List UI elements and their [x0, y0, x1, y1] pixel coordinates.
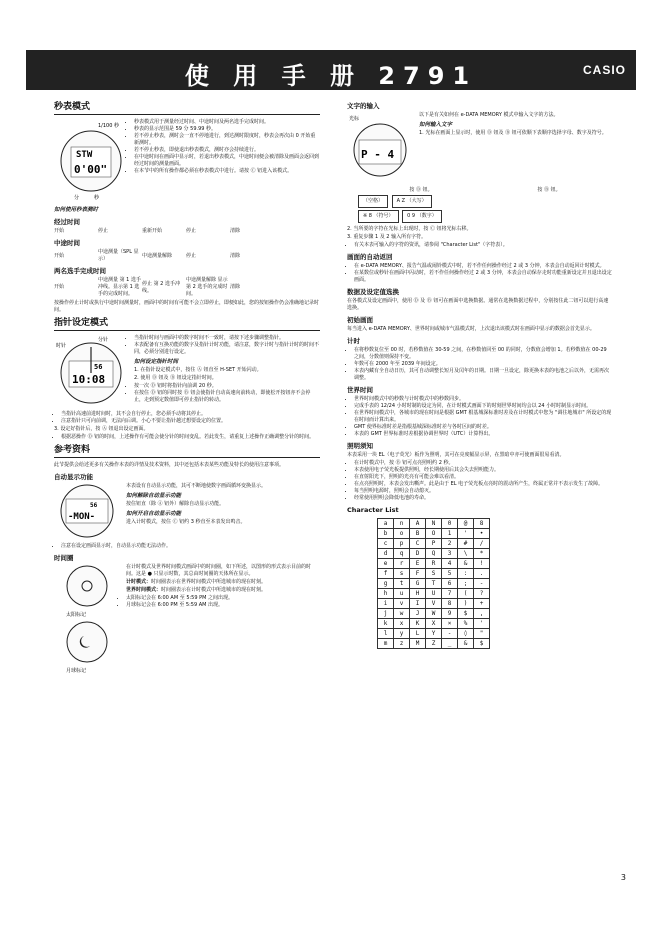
reference-heading: 参考资料	[54, 445, 320, 458]
list-item: • 若不停止秒表，测时会一直不停地进行，到达测时限度时，秒表会再次由 0 开始重新测时。	[61, 133, 320, 147]
table-cell: &	[458, 559, 474, 569]
auto-title: 自动显示功能	[54, 473, 93, 481]
table-cell: w	[394, 609, 410, 619]
two-finish-flow	[54, 277, 320, 298]
stopwatch-note: 按操作停止计时或执行中途时间测量时，画面中的时间有可能不会立即停止，即便如此，您的按钮操作仍会准确地记录时间。	[54, 300, 320, 313]
table-cell: e	[378, 559, 394, 569]
pointer-display-top: 56	[94, 363, 103, 371]
input-note	[347, 242, 613, 249]
table-cell: (	[458, 589, 474, 599]
list-item: • 在世界时间模式中，各城市的现在时间是根据 GMT 根基城深标准时差及在计时模式中您为 "调往地城市" 所设定的现在时间而计算出来。	[354, 410, 613, 424]
table-cell: B	[410, 529, 426, 539]
table-cell: 5	[442, 569, 458, 579]
table-cell: P	[426, 539, 442, 549]
table-cell: -	[442, 629, 458, 639]
list-item: • 本表使用电子荧光板提供照明，经长期使用后其会失去照明能力。	[354, 467, 613, 474]
auto-return-title: 画面的自动返回	[347, 253, 393, 261]
auto-howto: 如何解除自动显示功能	[126, 493, 182, 499]
stopwatch-heading: 秒表模式	[54, 102, 320, 115]
table-cell: S	[426, 569, 442, 579]
table-cell: c	[378, 539, 394, 549]
list-item: • 注意在设定画面显示时，自动显示功能无法动作。	[61, 543, 320, 550]
list-item: • 在点亮照明时，本表会发出嘶声。此是由于 EL 电子荧光板点亮时的震动所产生，终属正常并不表示发生了故障。	[354, 481, 613, 488]
table-cell: Z	[426, 639, 442, 649]
table-row	[378, 519, 490, 529]
char-cycle-diagram	[357, 187, 613, 224]
manual-page	[26, 50, 636, 892]
pointer-display-main: 10:08	[72, 373, 106, 386]
time-ring-figure	[54, 564, 120, 677]
flow-step: 停止	[186, 228, 197, 234]
list-item: • GMT 使界标准时差是指根基城深标准时差与各时区间的时差。	[354, 424, 613, 431]
pointer-howto: 如何设定指针时间	[134, 359, 179, 365]
flow-step: 停止 第 2 选手冲线。	[142, 280, 180, 294]
table-cell: m	[378, 639, 394, 649]
list-item: • 根据恶操作 Ⓓ 钮的时间，上述操作有可能会使分针的时间变乱。若此发生，请重复上述操作正确调整分针的时间。	[61, 434, 320, 441]
table-cell: •	[474, 529, 490, 539]
elapsed-flow	[54, 228, 320, 235]
input-step1: 1. 光标在画面上显示时，使用 Ⓓ 钮及 Ⓑ 钮可依顺下表顺序选择字母、数字及符号。	[419, 130, 607, 136]
charlist-title: Character List	[347, 506, 399, 514]
auto-text: 本表设有自动显示功能，其可不断地使数字画面循环变换显示。	[126, 483, 267, 489]
table-cell: 1	[442, 529, 458, 539]
cycle-box-digits: 0 9 （数字）	[402, 210, 442, 223]
table-cell: /	[474, 539, 490, 549]
table-cell: s	[394, 569, 410, 579]
table-cell: E	[410, 559, 426, 569]
table-cell: H	[410, 589, 426, 599]
input-step3: 3. 重复步骤 1 及 2 输入所有字符。	[347, 234, 427, 240]
table-row	[378, 569, 490, 579]
list-item: • 月球标记会在 6:00 PM 至 5:59 AM 出现。	[61, 602, 320, 609]
table-cell: -	[474, 579, 490, 589]
auto-figure	[54, 483, 120, 542]
split-title: 中途时间	[54, 239, 80, 247]
table-cell: K	[410, 619, 426, 629]
table-cell: b	[378, 529, 394, 539]
table-cell: o	[394, 529, 410, 539]
initial-text: 每当进入 e-DATA MEMORY、世界时间或城市气温模式时，上次退出该模式时在画面中显示的数据会首先显示。	[347, 326, 595, 332]
table-cell: @	[458, 519, 474, 529]
table-cell: n	[394, 519, 410, 529]
list-item: • 本表的 GMT 世界标准时差根据协调世界时（UTC）计算得出。	[354, 431, 613, 438]
stopwatch-label-1-100: 1/100 秒	[98, 123, 119, 129]
table-cell: \	[458, 549, 474, 559]
press-d-label: 按 Ⓓ 钮。	[409, 187, 433, 193]
moon-label: 月球标记	[66, 668, 87, 674]
sun-label: 太阳标记	[66, 612, 87, 618]
brand-logo: CASIO	[582, 63, 626, 77]
list-item: • 在某数位或秒针在画面中闪动时，若不作任何操作经过 2 或 3 分钟，本表会自动保存走时功能重新设定并且退出设定画面。	[354, 270, 613, 284]
flow-step: 开始	[54, 252, 65, 259]
list-item: • 有关本表可输入的字符的资讯，请参阅 "Character List"（字符表）。	[354, 242, 613, 249]
input-heading: 文字的输入	[347, 102, 380, 110]
table-cell: A	[410, 519, 426, 529]
table-cell: N	[426, 519, 442, 529]
list-item: • 在 e-DATA MEMORY、报告气温或闹铃模式中时，若不作任何操作经过 2 或 3 分钟，本表会自动返回计时模式。	[354, 263, 613, 270]
table-cell: 6	[442, 579, 458, 589]
table-cell: Q	[426, 549, 442, 559]
list-item: • 当指针高速前进时间时，其不会自行停止，您必须手动将其停止。	[61, 411, 320, 418]
flow-step: 中途测量（SPL 显示）	[98, 249, 139, 262]
scroll-title: 数据及设定值选换	[347, 288, 399, 296]
table-cell: "	[474, 629, 490, 639]
pointer-label-min: 分针	[98, 337, 109, 343]
table-cell: 8	[474, 519, 490, 529]
stopwatch-label-sec: 秒	[94, 195, 100, 201]
elapsed-title: 经过时间	[54, 218, 80, 226]
list-item: • 在中途时间在画面中显示时，若退出秒表模式，中途时间便会被清除及画面会返回到经过时间的测量画面。	[61, 154, 320, 168]
list-item: • 年数可在 2000 年至 2039 年间设定。	[354, 361, 613, 368]
table-cell: 9	[442, 609, 458, 619]
table-cell: ?	[474, 589, 490, 599]
time-mode-b-label: 世界时间模式：	[126, 587, 162, 593]
table-cell: U	[426, 589, 442, 599]
table-cell: &	[458, 639, 474, 649]
pointer-heading: 指针设定模式	[54, 318, 320, 331]
table-cell: %	[458, 619, 474, 629]
table-cell: f	[378, 569, 394, 579]
table-row	[378, 609, 490, 619]
table-cell: l	[378, 629, 394, 639]
time-mode-a-label: 计时模式：	[126, 579, 152, 585]
list-item: • 太阳标记会在 6:00 AM 至 5:59 PM 之间出现。	[61, 595, 320, 602]
auto-howto-text: 按住钮直（除 Ⓐ 钮外）解除自动显示功能。	[126, 501, 225, 507]
table-row	[378, 559, 490, 569]
table-cell: W	[426, 609, 442, 619]
list-item: • 若不停止秒表，即使退出秒表模式，测时亦会持续进行。	[61, 147, 320, 154]
table-cell: 8	[442, 599, 458, 609]
list-item: • 在直射阳光下，照明的光亮有可能会难以看清。	[354, 474, 613, 481]
table-row	[378, 619, 490, 629]
list-item: • 秒表模式用于测量经过时间、中途时间及两名选手完成时间。	[61, 119, 320, 126]
pointer-figure	[54, 335, 128, 410]
flow-step: 开始	[54, 228, 65, 234]
table-cell: z	[394, 639, 410, 649]
list-item: • 世界时间模式中的秒数与计时模式中的秒数同步。	[354, 396, 613, 403]
table-cell: .	[474, 569, 490, 579]
table-cell: ×	[442, 619, 458, 629]
table-cell: p	[394, 539, 410, 549]
page-title: 使 用 手 册 2791	[184, 62, 478, 90]
table-cell: !	[474, 559, 490, 569]
two-finish-title: 两名选手完成时间	[54, 267, 106, 275]
list-item: • 本表内藏有全自动日历，其可自动调整长短月及闰年的日期。日期一旦设定，除更换本表的电池之后以外，无需再次调整。	[354, 368, 613, 382]
input-intro: 以下是有关如何在 e-DATA MEMORY 模式中输入文字的方法。	[419, 112, 559, 118]
input-watch-icon	[347, 112, 413, 182]
page-header	[26, 50, 636, 90]
initial-title: 初始画面	[347, 316, 373, 324]
cycle-box-space: （空格）	[358, 195, 388, 208]
auto-enable: 如何开启自动显示功能	[126, 511, 182, 517]
table-cell: '	[474, 619, 490, 629]
table-row	[378, 539, 490, 549]
table-cell: g	[378, 579, 394, 589]
table-cell: h	[378, 589, 394, 599]
stopwatch-watch-icon	[54, 119, 128, 201]
table-cell: 0	[442, 519, 458, 529]
flow-step: 清除	[230, 284, 241, 290]
flow-step: 中途测量解除	[142, 252, 173, 259]
table-cell: _	[442, 639, 458, 649]
light-intro: 本表采用一块 EL（电子荧光）板作为照明，其可在亮度幅显示屏，在黑暗中亦可使画面很易看清。	[347, 452, 565, 458]
list-item: • 秒表的显示范围是 59 分 59.99 秒。	[61, 126, 320, 133]
table-cell: $	[474, 639, 490, 649]
auto-note	[54, 543, 320, 550]
list-item: • 每当照明电源时，照明会自动熄灭。	[354, 488, 613, 495]
pointer-step: 2. 使用 Ⓓ 钮及 Ⓑ 钮设定指针时间。	[134, 375, 217, 381]
flow-step: 清除	[230, 228, 241, 234]
pointer-step: 1. 在指针设定模式中，按住 Ⓐ 钮直至 H-SET 开始闪动。	[134, 367, 262, 373]
table-cell: O	[426, 529, 442, 539]
flow-step: 中途测量解除 显示第 2 选手的完成时间。	[186, 277, 228, 297]
auto-display-top: 56	[90, 502, 98, 509]
timekeeping-list	[347, 347, 613, 382]
table-cell: Y	[426, 629, 442, 639]
table-row	[378, 589, 490, 599]
table-cell: G	[410, 579, 426, 589]
table-cell: v	[394, 599, 410, 609]
input-display-main: P - 4	[361, 148, 395, 161]
stopwatch-figure	[54, 119, 128, 204]
flow-step: 停止	[186, 252, 197, 259]
flow-step: 清除	[230, 252, 241, 259]
list-item: • 注意指针只可向前调，无法向后调。小心不要让指针越过想要设定的位置。	[61, 418, 320, 425]
table-row	[378, 579, 490, 589]
table-cell: I	[410, 599, 426, 609]
list-item: • 在本节中的所有操作都必须在秒表模式中进行。请按 Ⓒ 钮进入该模式。	[61, 168, 320, 175]
table-cell: T	[426, 579, 442, 589]
table-cell: *	[474, 549, 490, 559]
time-ring-title: 时间圈	[54, 554, 74, 562]
pointer-final	[54, 434, 320, 441]
list-item: • 按一次 Ⓓ 钮时将指针向前调 20 秒。	[61, 383, 320, 390]
time-ring-icon	[54, 564, 120, 674]
table-cell: V	[426, 599, 442, 609]
table-row	[378, 629, 490, 639]
input-howto: 如何输入文字	[419, 122, 453, 128]
table-cell: #	[458, 539, 474, 549]
table-cell: M	[410, 639, 426, 649]
cycle-box-upper: A Z （大写）	[392, 195, 432, 208]
stopwatch-howto: 如何使用秒表测时	[54, 207, 99, 213]
table-cell: q	[394, 549, 410, 559]
list-item: • 当指针时间与画面中的数字时间不一致时，请按下述步骤调整指针。	[61, 335, 320, 342]
table-cell: 7	[442, 589, 458, 599]
cursor-label: 光标	[349, 116, 360, 122]
table-cell: D	[410, 549, 426, 559]
table-cell: d	[378, 549, 394, 559]
cycle-box-symbols: ※ 8 （符号）	[358, 210, 399, 223]
table-cell: r	[394, 559, 410, 569]
auto-display-main: -MON-	[68, 512, 96, 522]
reference-intro: 此节提供会给述更多有关操作本表的详情及技术资料，其中还包括本表某些功能及特长的使用注意事项。	[54, 462, 285, 468]
list-item: • 经常使用照明会降低电池的寿命。	[354, 495, 613, 502]
table-cell: x	[394, 619, 410, 629]
scroll-text: 在各模式及设定画面中，使用 Ⓓ 及 Ⓑ 钮可在画面中选换数据。通常在选换数据过程中，分别按住此二钮可以进行高速选换。	[347, 298, 609, 311]
stopwatch-display-top: STW	[76, 150, 93, 160]
table-cell: 4	[442, 559, 458, 569]
table-cell: )	[458, 599, 474, 609]
left-column	[54, 98, 320, 677]
table-row	[378, 529, 490, 539]
table-row	[378, 599, 490, 609]
stopwatch-label-min: 分	[74, 195, 80, 201]
list-item: • 在将秒数复位至 00 时，若秒数值在 30-59 之间，在秒数值回至 00 的同时，分数值会增加 1。若秒数值在 00-29 之间，分数值则保持不变。	[354, 347, 613, 361]
auto-enable-text: 进入计时模式，按住 Ⓒ 钮约 3 秒直至本表发出鸣音。	[126, 519, 246, 525]
table-row	[378, 639, 490, 649]
table-cell: :	[458, 569, 474, 579]
table-cell: $	[458, 609, 474, 619]
light-list	[347, 460, 613, 502]
right-column	[347, 98, 613, 649]
table-cell: X	[426, 619, 442, 629]
table-cell: J	[410, 609, 426, 619]
table-cell: ,	[474, 609, 490, 619]
light-title: 照明须知	[347, 442, 373, 450]
pointer-notes	[54, 411, 320, 425]
page-number: 3	[620, 873, 626, 882]
table-cell: ;	[458, 579, 474, 589]
list-item: • 在计时模式中，按 Ⓑ 钮可点亮照明约 2 秒。	[354, 460, 613, 467]
flow-step: 开始	[54, 284, 65, 290]
time-mode-a-text: 时间圈表示在世界时间模式中所选城市的现在时刻。	[151, 579, 267, 585]
table-cell: 2	[442, 539, 458, 549]
press-b-label: 按 Ⓑ 钮。	[537, 187, 561, 193]
table-cell: R	[426, 559, 442, 569]
table-cell: C	[410, 539, 426, 549]
list-item: • 本表配备有互换功能的数字及指针计时功能，请注意，数字计时与指针计时的时间不同，必须分别进行设定。	[61, 342, 320, 356]
table-cell: +	[474, 599, 490, 609]
list-item: • 完成手表的 12/24 小时时制的设定为同，在计时模式画面下的时刻世界时间均会以 24 小时时制显示时间。	[354, 403, 613, 410]
input-step2: 2. 当所要的字符在光标上出现时，按 Ⓒ 钮将光标右移。	[347, 226, 472, 232]
table-cell: ◊	[458, 629, 474, 639]
character-list-table	[377, 518, 490, 649]
stopwatch-display-main: 0'00"	[74, 163, 108, 176]
flow-step: 中途测量 第 1 选手冲线。显示第 1 选手的完成时间。	[98, 277, 141, 297]
pointer-label-hour: 时针	[56, 343, 67, 349]
table-cell: L	[410, 629, 426, 639]
auto-return-list	[347, 263, 613, 284]
pointer-watch-icon	[54, 335, 128, 407]
flow-step: 停止	[98, 228, 109, 234]
world-list	[347, 396, 613, 438]
pointer-step: 3. 设定好指针后，按 Ⓐ 钮退出设定画面。	[54, 426, 149, 432]
time-ring-text: 在计时模式及世界时间模式画面中的时间圈，如下所述，以图形的形式表示目前的时间。这是 ● 只显示时数，其总由时间圈的天体所在显示。	[126, 564, 312, 577]
table-cell: j	[378, 609, 394, 619]
split-flow	[54, 249, 320, 263]
flow-step: 重新开始	[142, 228, 163, 234]
auto-watch-icon	[54, 483, 120, 539]
table-cell: u	[394, 589, 410, 599]
table-cell: '	[458, 529, 474, 539]
table-cell: i	[378, 599, 394, 609]
table-cell: y	[394, 629, 410, 639]
world-title: 世界时间	[347, 386, 373, 394]
table-cell: t	[394, 579, 410, 589]
table-cell: k	[378, 619, 394, 629]
table-row	[378, 549, 490, 559]
table-cell: a	[378, 519, 394, 529]
timekeeping-title: 计时	[347, 337, 360, 345]
time-mode-b-text: 时间圈表示在计时模式中所选城市的现在时刻。	[161, 587, 267, 593]
table-cell: F	[410, 569, 426, 579]
input-figure	[347, 112, 413, 185]
list-item: • 在按住 Ⓓ 钮的同时按 Ⓑ 钮会使指针自动高速向前转动，即使松开按钮亦不会停止，走到预定数值即可停止指针的转动。	[61, 390, 320, 404]
table-cell: 3	[442, 549, 458, 559]
